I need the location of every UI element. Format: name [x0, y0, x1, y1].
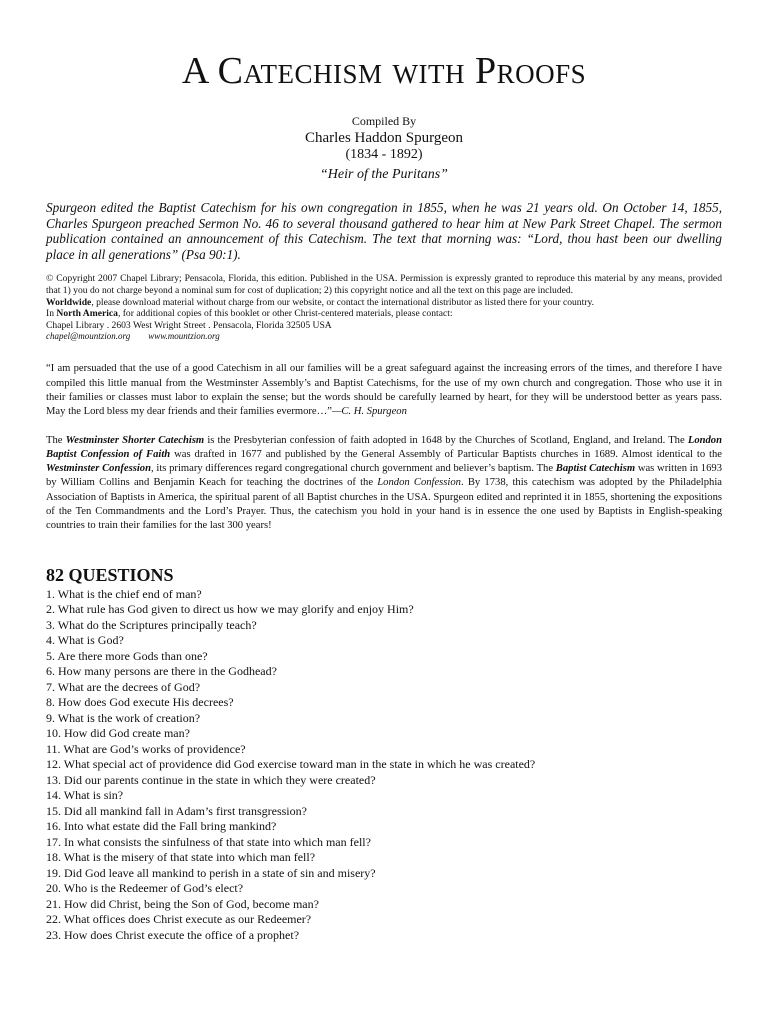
wsc-title: Westminster Shorter Catechism: [65, 434, 205, 446]
question-item: 5. Are there more Gods than one?: [46, 648, 208, 663]
page-title: A Catechism with Proofs: [181, 50, 587, 92]
questions-list: [46, 587, 722, 944]
wc-title: Westminster Confession: [46, 463, 151, 475]
question-item: 13. Did our parents continue in the state in which they were created?: [46, 772, 376, 787]
spurgeon-quote: [46, 362, 722, 419]
compiled-by-label: Compiled By: [351, 114, 417, 128]
questions-heading: 82 QUESTIONS: [46, 564, 174, 585]
email-link[interactable]: chapel@mountzion.org: [46, 331, 131, 342]
question-item: 1. What is the chief end of man?: [46, 586, 202, 601]
question-item: 15. Did all mankind fall in Adam’s first transgression?: [46, 803, 307, 818]
author-years: (1834 - 1892): [345, 147, 423, 162]
history-text-2: is the Presbyterian confession of faith adopted in 1648 by the Churches of Scotland, England, and Ireland. The: [204, 434, 688, 446]
question-item: 20. Who is the Redeemer of God’s elect?: [46, 881, 244, 896]
question-item: 17. In what consists the sinfulness of that state into which man fell?: [46, 834, 371, 849]
history-paragraph: [46, 434, 722, 534]
quote-text: “I am persuaded that the use of a good Catechism in all our families will be a great safeguard against the increasing errors of the times, and therefore I have compiled this little manual from the Westminster Assembly’s and Baptist Catechisms, for the use of my own church and congregation. Those who use it in their families or classes must labor to explain the sense; but the words should be carefully learned by heart, for they will be understood better as years pass. May the Lord bless my dear friends and their families evermore…”: [46, 363, 722, 418]
question-item: 19. Did God leave all mankind to perish in a state of sin and misery?: [46, 865, 376, 880]
question-item: 9. What is the work of creation?: [46, 710, 201, 725]
question-item: 12. What special act of providence did God exercise toward man in the state in which he was created?: [46, 757, 536, 772]
intro-paragraph: Spurgeon edited the Baptist Catechism for his own congregation in 1855, when he was 21 years old. On October 14, 1855, Charles Spurgeon preached Sermon No. 46 to several thousand gathered to hear him at New Park Street Chapel. The sermon publication contained an announcement of this Catechism. The text that morning was: “Lord, thou hast been our dwelling place in all generations” (Psa 90:1).: [46, 200, 722, 262]
copyright-notice: [46, 273, 722, 319]
worldwide-text: , please download material without charge from our website, or contact the international distributor as listed there for your country.: [91, 296, 595, 308]
quote-attribution: —C. H. Spurgeon: [331, 406, 407, 418]
worldwide-label: Worldwide: [46, 296, 92, 308]
bc-title: Baptist Catechism: [555, 463, 636, 475]
author-name: Charles Haddon Spurgeon: [304, 130, 464, 146]
lbcf-title: London Baptist Confession of Faith: [46, 434, 722, 460]
north-america-prefix: In: [46, 308, 57, 320]
history-text-5: was written in 1693 by William Collins and Benjamin Keach for teaching the doctrines of the: [46, 463, 722, 489]
history-text-4: , its primary differences regard congregational church government and believer’s baptism. The: [150, 463, 556, 475]
history-text-1: The: [46, 434, 66, 446]
author-epithet: “Heir of the Puritans”: [320, 167, 448, 182]
contact-line: [46, 331, 722, 342]
north-america-label: North America: [56, 308, 118, 320]
question-item: 22. What offices does Christ execute as our Redeemer?: [46, 912, 312, 927]
north-america-text: , for additional copies of this booklet or other Christ-centered materials, please contact:: [117, 308, 453, 320]
question-item: 6. How many persons are there in the Godhead?: [46, 664, 277, 679]
question-item: 7. What are the decrees of God?: [46, 679, 201, 694]
history-text-6: . By 1738, this catechism was adopted by the Philadelphia Association of Baptists in America, the spiritual parent of all Baptist churches in the USA. Spurgeon edited and reprinted it in 1855, shortening the expositions of the Ten Commandments and the Lord’s Prayer. Thus, the catechism you hold in your hand is in essence the one used by Baptists in English-speaking countries to train their families for the last 300 years!: [46, 477, 722, 532]
question-item: 18. What is the misery of that state into which man fell?: [46, 850, 316, 865]
question-item: 8. How does God execute His decrees?: [46, 695, 234, 710]
question-item: 16. Into what estate did the Fall bring mankind?: [46, 819, 277, 834]
question-item: 10. How did God create man?: [46, 726, 190, 741]
question-item: 23. How does Christ execute the office of a prophet?: [46, 927, 300, 942]
question-item: 3. What do the Scriptures principally teach?: [46, 617, 257, 632]
copyright-text: © Copyright 2007 Chapel Library; Pensacola, Florida, this edition. Published in the USA. Permission is expressly granted to reproduce this material by any means, provided that 1) you do not charge beyond a nominal sum for cost of duplication; 2) this copyright notice and all the text on this page are included.: [46, 273, 722, 296]
question-item: 14. What is sin?: [46, 788, 124, 803]
question-item: 11. What are God’s works of providence?: [46, 741, 246, 756]
question-item: 2. What rule has God given to direct us how we may glorify and enjoy Him?: [46, 602, 414, 617]
lc-title: London Confession: [377, 477, 461, 489]
question-item: 4. What is God?: [46, 633, 124, 648]
mailing-address: Chapel Library . 2603 West Wright Street . Pensacola, Florida 32505 USA: [46, 319, 332, 331]
history-text-3: was drafted in 1677 and published by the General Assembly of Particular Baptists churches in 1689. Almost identical to the: [170, 448, 722, 460]
website-link[interactable]: www.mountzion.org: [148, 331, 220, 342]
question-item: 21. How did Christ, being the Son of God, become man?: [46, 896, 319, 911]
